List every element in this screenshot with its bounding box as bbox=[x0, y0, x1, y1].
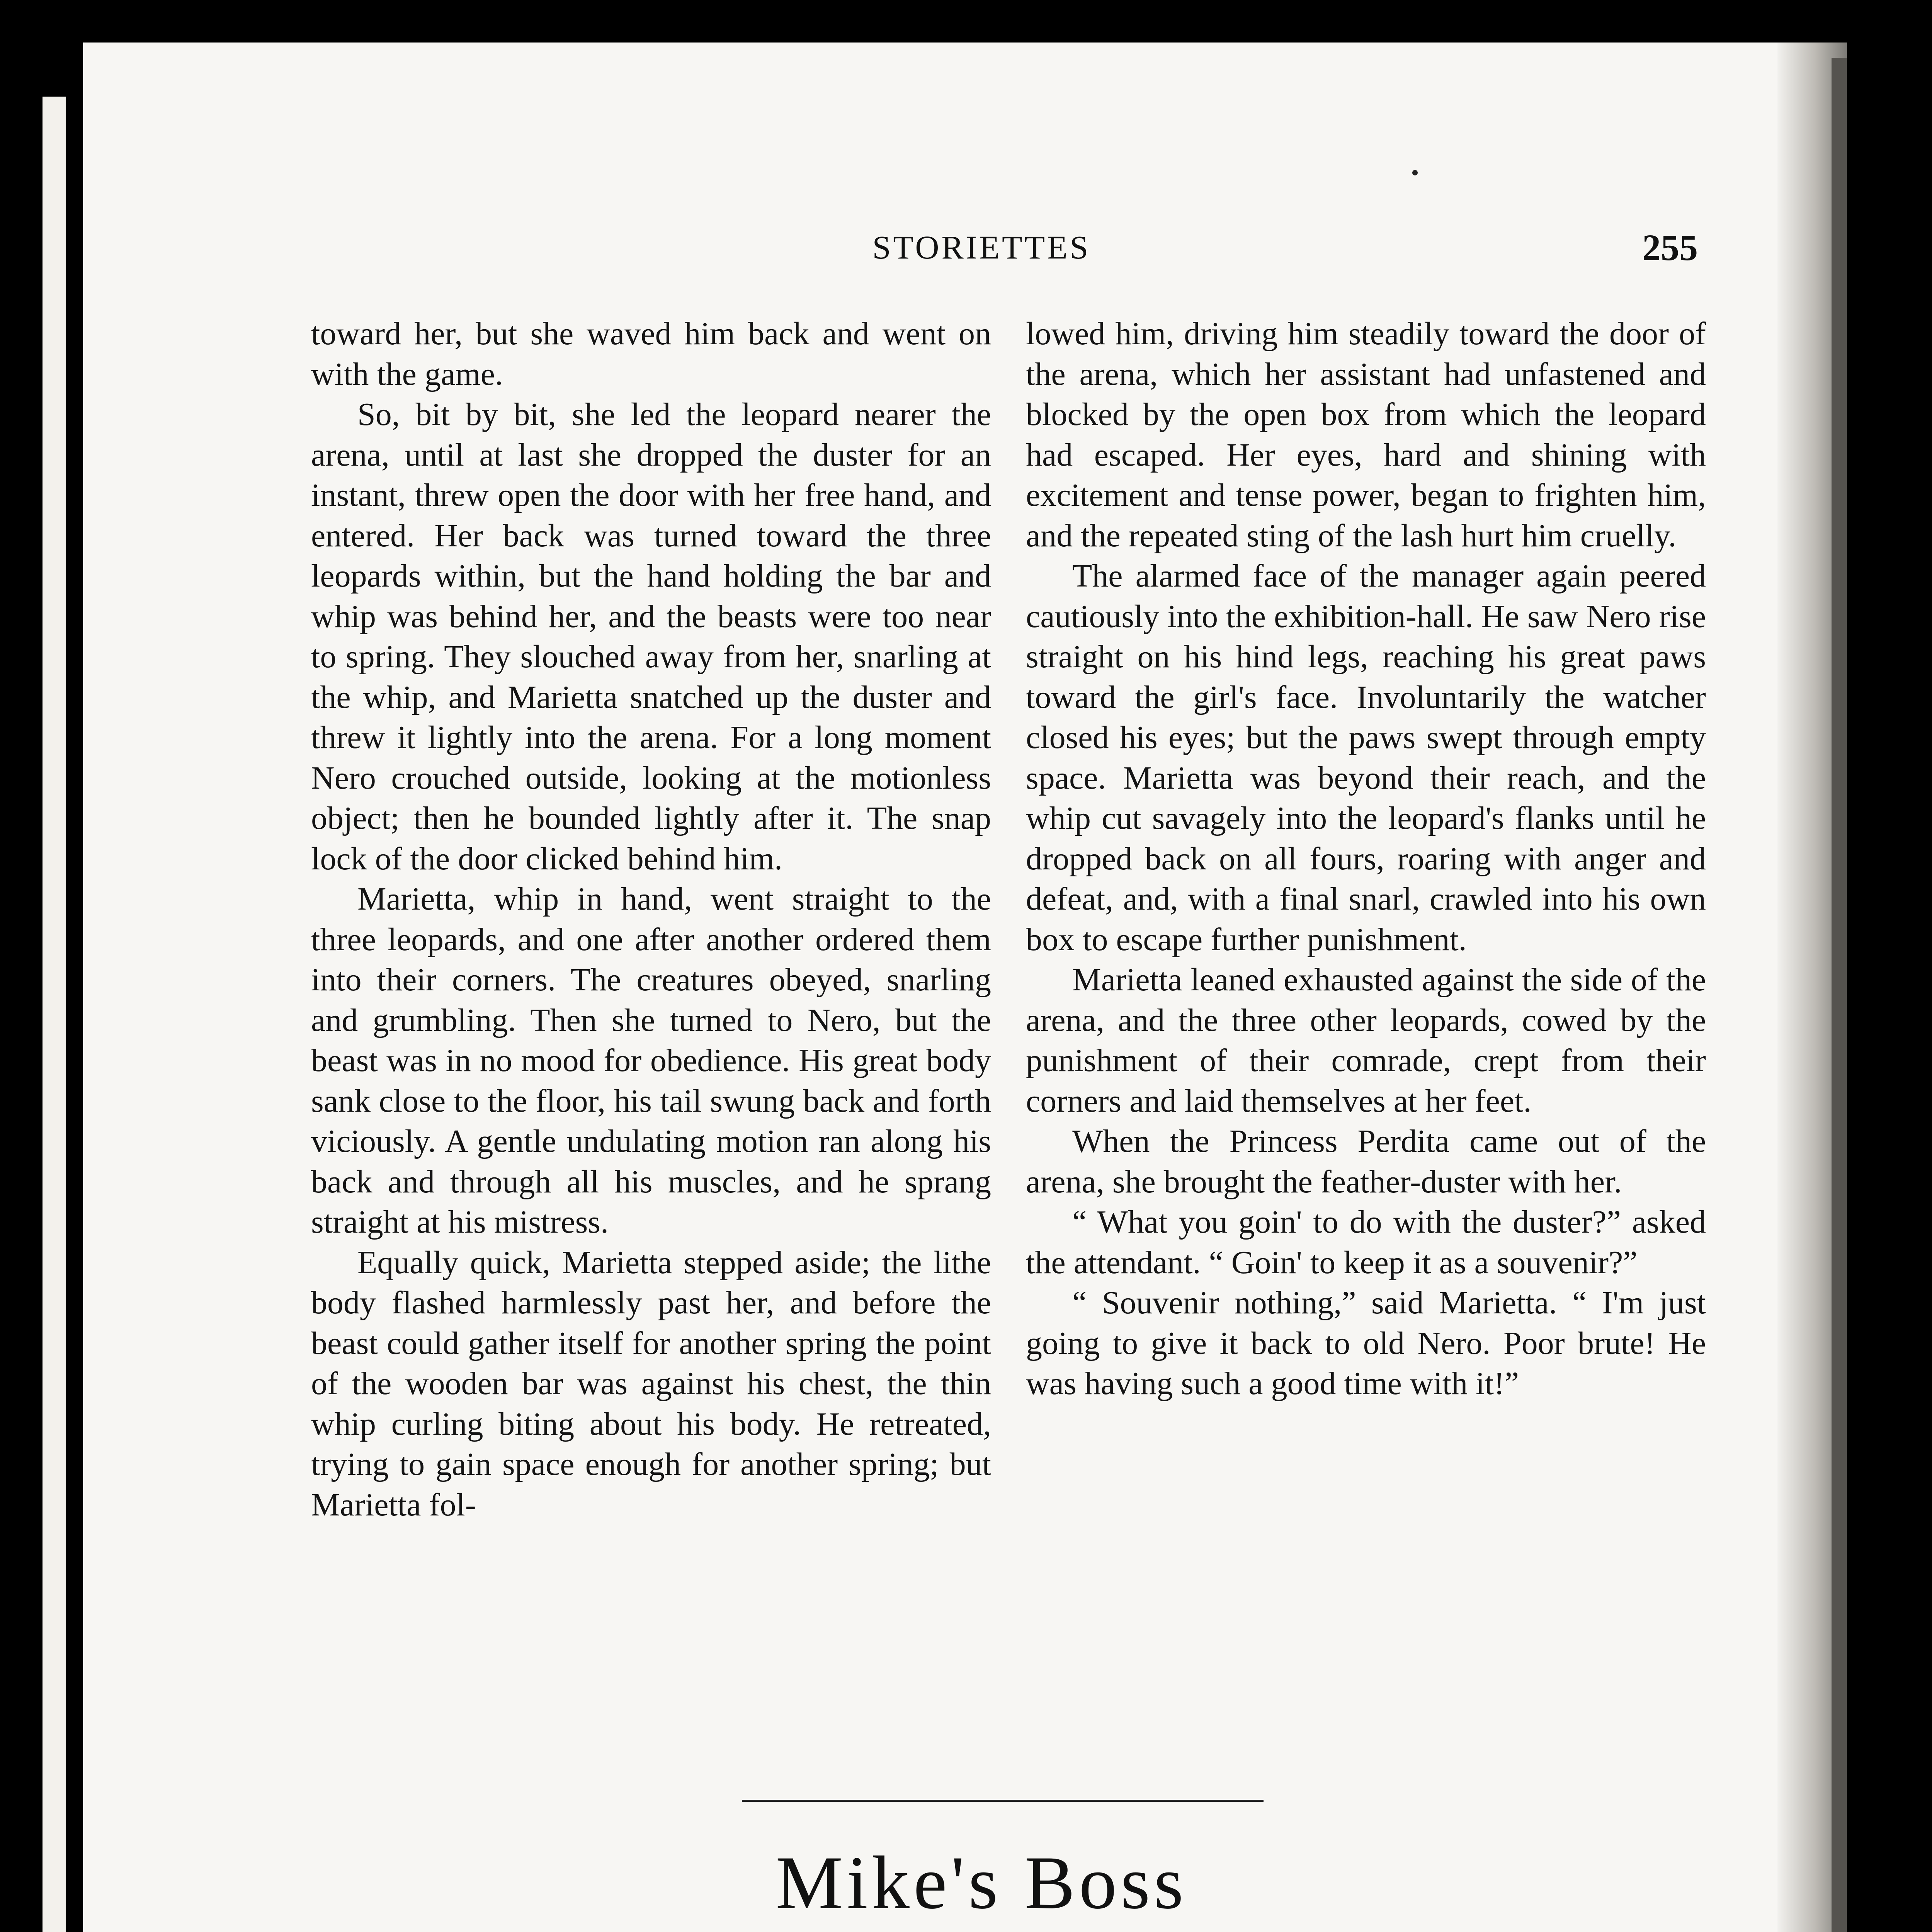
paragraph: When the Princess Perdita came out of the arena, she brought the feather-duster with her. bbox=[1026, 1123, 1706, 1200]
paragraph: “ What you goin' to do with the duster?” asked the attendant. “ Goin' to keep it as a souvenir?” bbox=[1026, 1204, 1706, 1281]
paragraph: toward her, but she waved him back and went on with the game. bbox=[311, 316, 991, 392]
paragraph: Marietta leaned exhausted against the side of the arena, and the three other leopards, cowed by the punishment of their comrade, crept from their corners and laid themselves at her feet. bbox=[1026, 962, 1706, 1119]
page-number: 255 bbox=[1642, 227, 1698, 268]
paragraph: Equally quick, Marietta stepped aside; the lithe body flashed harmlessly past her, and before the beast could gather itself for another spring the point of the wooden bar was against his chest, the thin whip curling biting about his body. He retreated, trying to gain space enough for another spring; but Marietta fol- bbox=[311, 1244, 991, 1523]
binding-shadow bbox=[0, 0, 83, 1932]
story1-column-right bbox=[1026, 314, 1706, 1404]
paragraph: lowed him, driving him steadily toward the door of the arena, which her assistant had unfastened and blocked by the open box from which the leopard had escaped. Her eyes, hard and shining with excitement and tense power, began to frighten him, and the repeated sting of the lash hurt him cruelly. bbox=[1026, 316, 1706, 554]
paragraph: So, bit by bit, she led the leopard nearer the arena, until at last she dropped the duster for an instant, threw open the door with her free hand, and entered. Her back was turned toward the three leopards within, but the hand holding the bar and whip was behind her, and the beasts were too near to spring. They slouched away from her, snarling at the whip, and Marietta snatched up the duster and threw it lightly into the arena. For a long moment Nero crouched outside, looking at the motionless object; then he bounded lightly after it. The snap lock of the door clicked behind him. bbox=[311, 396, 991, 877]
story1-column-left bbox=[311, 314, 991, 1525]
page-edge-dark bbox=[1832, 58, 1847, 1932]
story-title: Mike's Boss bbox=[776, 1841, 1187, 1925]
paragraph: The alarmed face of the manager again peered cautiously into the exhibition-hall. He saw Nero rise straight on his hind legs, reaching his great paws toward the girl's face. Involuntarily the watcher closed his eyes; but the paws swept through empty space. Marietta was beyond their reach, and the whip cut savagely into the leopard's flanks until he dropped back on all fours, roaring with anger and defeat, and, with a final snarl, crawled into his own box to escape further punishment. bbox=[1026, 558, 1706, 957]
paragraph: “ Souvenir nothing,” said Marietta. “ I'm just going to give it back to old Nero. Poor brute! He was having such a good time with it!” bbox=[1026, 1285, 1706, 1401]
running-title: STORIETTES bbox=[872, 229, 1091, 266]
ink-speck bbox=[1412, 170, 1418, 175]
scan-border-top bbox=[0, 0, 1932, 46]
paragraph: Marietta, whip in hand, went straight to the three leopards, and one after another ordered them into their corners. The creatures obeyed, snarling and grumbling. Then she turned to Nero, but the beast was in no mood for obedience. His great body sank close to the floor, his tail swung back and forth viciously. A gentle undulating motion ran along his back and through all his muscles, and he sprang straight at his mistress. bbox=[311, 881, 991, 1240]
page-left-edge bbox=[43, 97, 66, 1932]
section-divider bbox=[742, 1800, 1264, 1804]
